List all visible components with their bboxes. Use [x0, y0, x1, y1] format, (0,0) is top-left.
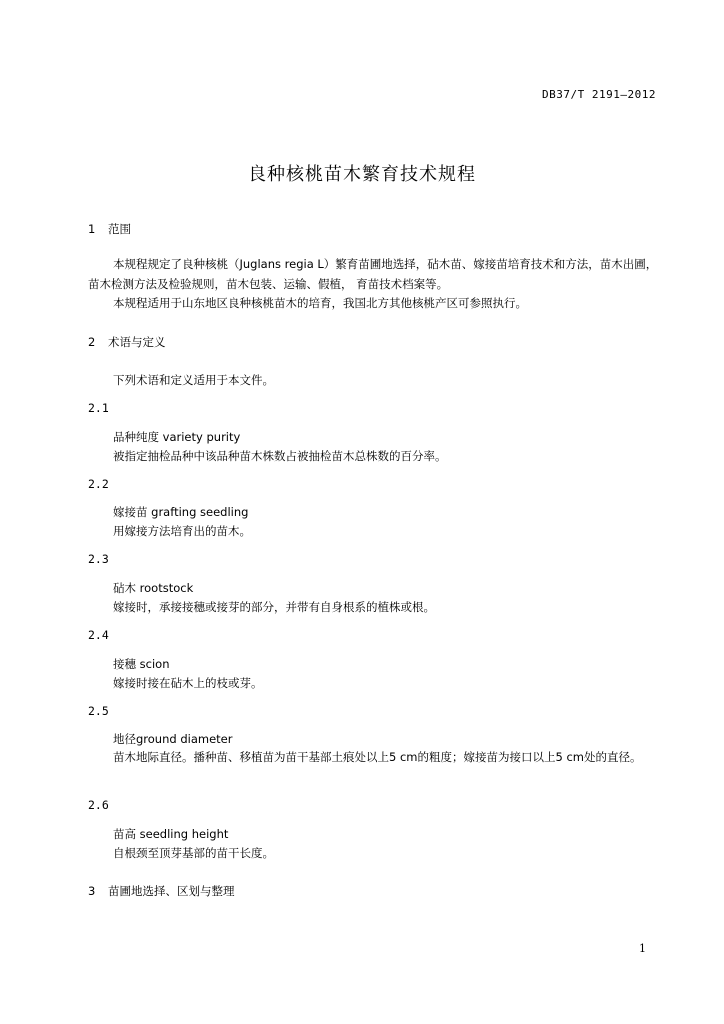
term-title: 嫁接苗 grafting seedling [113, 505, 249, 519]
term-definition: 苗木地际直径。播种苗、移植苗为苗干基部土痕处以上5 cm的粗度；嫁接苗为接口以上5 cm处的直径。 [113, 750, 642, 764]
scope-paragraph-1: 本规程规定了良种核桃（Juglans regia L）繁育苗圃地选择，砧木苗、嫁接苗培育技术和方法，苗木出圃，苗木检测方法及检验规则，苗木包装、运输、假植， 育苗技术档案等。 [88, 257, 658, 291]
term-number: 2.3 [88, 552, 109, 566]
term-number: 2.4 [88, 628, 109, 642]
term-title: 砧木 rootstock [113, 581, 194, 595]
term-title: 接穗 scion [113, 657, 170, 671]
term-number: 2.2 [88, 477, 109, 491]
section-title: 术语与定义 [108, 335, 166, 349]
section-number: 1 [88, 222, 96, 236]
term-definition: 被指定抽检品种中该品种苗木株数占被抽检苗木总株数的百分率。 [113, 449, 447, 463]
term-number: 2.6 [88, 798, 109, 812]
section-2-heading [88, 334, 166, 350]
standard-code: DB37/T 2191—2012 [542, 88, 656, 101]
term-definition: 嫁接时，承接接穗或接芽的部分，并带有自身根系的植株或根。 [113, 600, 435, 614]
terms-intro: 下列术语和定义适用于本文件。 [113, 373, 274, 387]
section-title: 苗圃地选择、区划与整理 [108, 884, 235, 898]
section-3-heading [88, 883, 235, 899]
term-definition: 嫁接时接在砧木上的枝或芽。 [113, 676, 263, 690]
section-title: 范围 [108, 222, 131, 236]
section-number: 3 [88, 884, 96, 898]
scope-paragraph-2: 本规程适用于山东地区良种核桃苗木的培育，我国北方其他核桃产区可参照执行。 [113, 296, 527, 310]
page-number: 1 [639, 942, 646, 955]
document-title: 良种核桃苗木繁育技术规程 [248, 164, 476, 185]
term-definition: 自根颈至顶芽基部的苗干长度。 [113, 846, 274, 860]
term-title: 地径ground diameter [113, 732, 233, 746]
section-1-heading [88, 221, 131, 237]
section-number: 2 [88, 335, 96, 349]
term-definition: 用嫁接方法培育出的苗木。 [113, 524, 251, 538]
term-number: 2.1 [88, 401, 109, 415]
term-title: 品种纯度 variety purity [113, 430, 241, 444]
term-number: 2.5 [88, 704, 109, 718]
term-title: 苗高 seedling height [113, 827, 229, 841]
